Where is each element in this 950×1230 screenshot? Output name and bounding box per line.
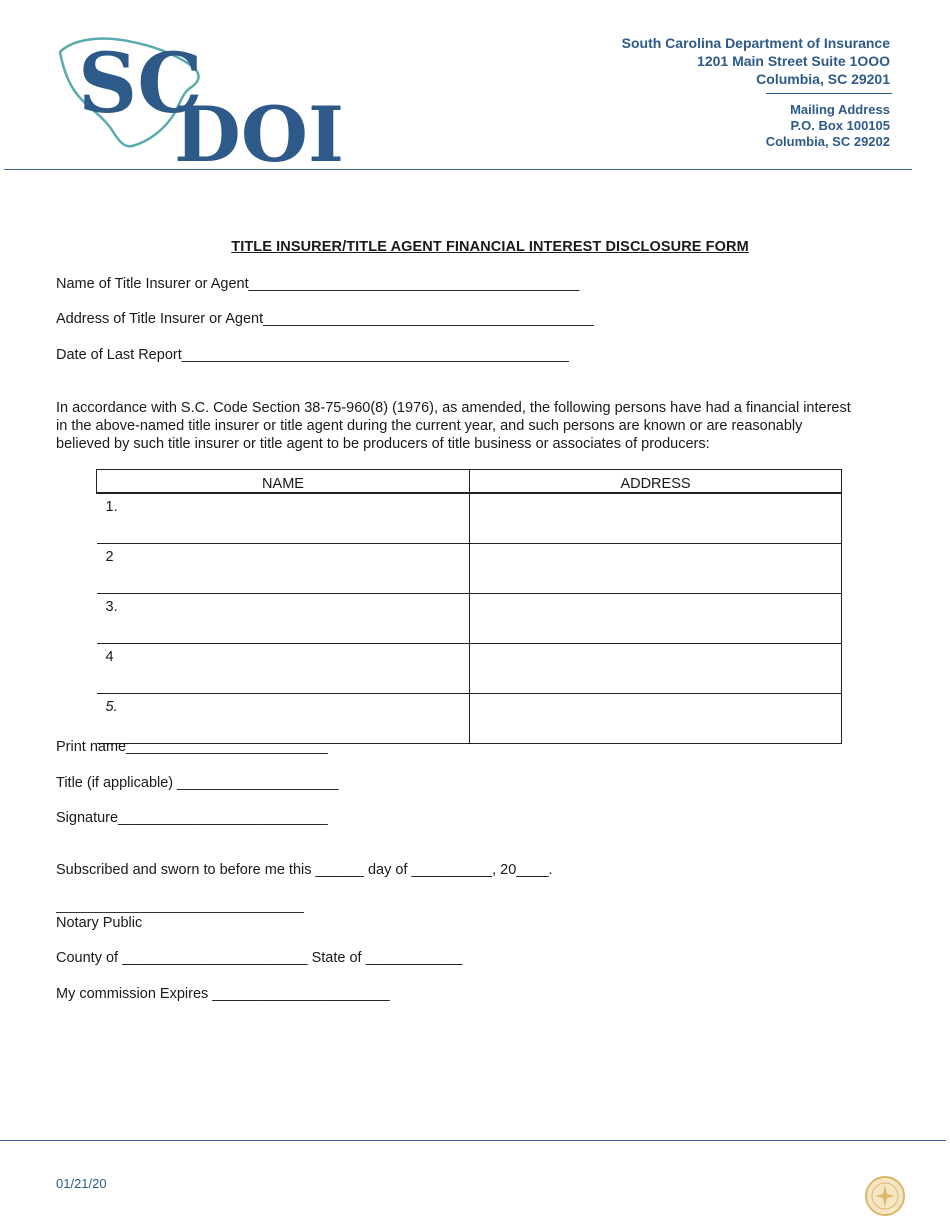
address-cell[interactable] (470, 694, 842, 744)
org-name: South Carolina Department of Insurance (621, 35, 890, 51)
scdoi-logo (52, 30, 352, 170)
interest-table (96, 469, 842, 744)
mailing-label: Mailing Address (790, 102, 890, 117)
bottom-divider (0, 1140, 946, 1141)
address-cell[interactable] (470, 493, 842, 544)
address-cell[interactable] (470, 644, 842, 694)
notary-label: Notary Public (56, 915, 143, 931)
title-field[interactable]: Title (if applicable) ____________________ (56, 775, 339, 791)
table-row (97, 694, 842, 744)
state-seal-icon (864, 1175, 906, 1217)
top-divider (4, 169, 912, 170)
city-address: Columbia, SC 29201 (756, 71, 890, 87)
row-number[interactable]: 3. (97, 594, 470, 644)
row-number[interactable]: 2 (97, 544, 470, 594)
table-row (97, 493, 842, 544)
street-address: 1201 Main Street Suite 1OOO (697, 53, 890, 69)
name-column-header: NAME (97, 470, 470, 494)
po-box: P.O. Box 100105 (790, 118, 890, 133)
commission-field[interactable]: My commission Expires ______________________ (56, 986, 390, 1002)
address-field[interactable]: Address of Title Insurer or Agent_________________________________________ (56, 311, 594, 327)
name-field[interactable]: Name of Title Insurer or Agent_________________________________________ (56, 276, 580, 292)
sworn-statement[interactable]: Subscribed and sworn to before me this ______ day of __________, 20____. (56, 862, 553, 878)
table-row (97, 544, 842, 594)
address-column-header: ADDRESS (470, 470, 842, 494)
disclosure-paragraph: In accordance with S.C. Code Section 38-75-960(8) (1976), as amended, the following persons have had a financial interest in the above-named title insurer or title agent during the current year, and such persons are known or are reasonably believed by such title insurer or title agent to be producers of title business or associates of producers: (56, 400, 851, 452)
department-address (622, 34, 890, 88)
revision-date: 01/21/20 (56, 1176, 107, 1191)
row-number[interactable]: 1. (97, 493, 470, 544)
row-number[interactable]: 4 (97, 644, 470, 694)
county-state-field[interactable]: County of _______________________ State of ____________ (56, 950, 463, 966)
address-cell[interactable] (470, 544, 842, 594)
svg-text:DOI: DOI (174, 90, 344, 170)
form-title: TITLE INSURER/TITLE AGENT FINANCIAL INTEREST DISCLOSURE FORM (231, 239, 749, 255)
date-field[interactable]: Date of Last Report________________________________________________ (56, 347, 569, 363)
address-cell[interactable] (470, 594, 842, 644)
table-row (97, 644, 842, 694)
header-divider (766, 93, 892, 94)
print-name-field[interactable]: Print name_________________________ (56, 739, 328, 755)
notary-signature-line[interactable] (56, 912, 304, 913)
table-row (97, 594, 842, 644)
mailing-city: Columbia, SC 29202 (765, 134, 890, 149)
mailing-address (766, 102, 890, 150)
signature-field[interactable]: Signature__________________________ (56, 810, 328, 826)
row-number[interactable]: 5. (97, 694, 470, 744)
svg-text:SC: SC (78, 36, 203, 132)
